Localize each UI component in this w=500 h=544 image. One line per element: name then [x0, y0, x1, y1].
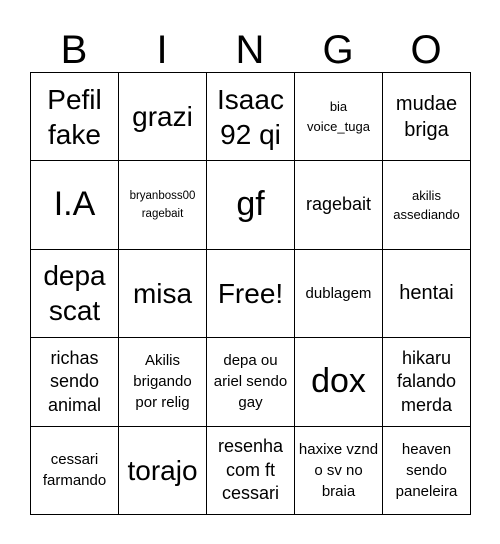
header-letter-i: I: [156, 28, 168, 72]
header-letter-n: N: [235, 28, 265, 72]
bingo-cell[interactable]: dox: [295, 338, 383, 426]
bingo-cell[interactable]: resenha com ft cessari: [207, 427, 295, 515]
bingo-cell[interactable]: Pefil fake: [31, 73, 119, 161]
bingo-cell[interactable]: akilis assediando: [383, 161, 471, 249]
bingo-cell[interactable]: depa scat: [31, 250, 119, 338]
bingo-cell[interactable]: bia voice_tuga: [295, 73, 383, 161]
bingo-cell[interactable]: hikaru falando merda: [383, 338, 471, 426]
bingo-cell[interactable]: torajo: [119, 427, 207, 515]
bingo-cell[interactable]: richas sendo animal: [31, 338, 119, 426]
bingo-cell[interactable]: I.A: [31, 161, 119, 249]
header-letter-b: B: [60, 28, 88, 72]
bingo-cell[interactable]: gf: [207, 161, 295, 249]
bingo-cell[interactable]: haxixe vznd o sv no braia: [295, 427, 383, 515]
bingo-cell[interactable]: hentai: [383, 250, 471, 338]
bingo-cell[interactable]: grazi: [119, 73, 207, 161]
bingo-cell[interactable]: Akilis brigando por relig: [119, 338, 207, 426]
bingo-cell[interactable]: cessari farmando: [31, 427, 119, 515]
bingo-cell[interactable]: mudae briga: [383, 73, 471, 161]
bingo-cell[interactable]: heaven sendo paneleira: [383, 427, 471, 515]
bingo-cell[interactable]: Isaac 92 qi: [207, 73, 295, 161]
bingo-cell[interactable]: bryanboss00 ragebait: [119, 161, 207, 249]
bingo-cell[interactable]: depa ou ariel sendo gay: [207, 338, 295, 426]
bingo-cell[interactable]: dublagem: [295, 250, 383, 338]
bingo-cell-free[interactable]: Free!: [207, 250, 295, 338]
header-letter-g: G: [322, 28, 354, 72]
header-letter-o: O: [410, 28, 442, 72]
bingo-cell[interactable]: ragebait: [295, 161, 383, 249]
bingo-card-grid: [30, 72, 471, 515]
bingo-header: [30, 20, 470, 80]
bingo-cell[interactable]: misa: [119, 250, 207, 338]
